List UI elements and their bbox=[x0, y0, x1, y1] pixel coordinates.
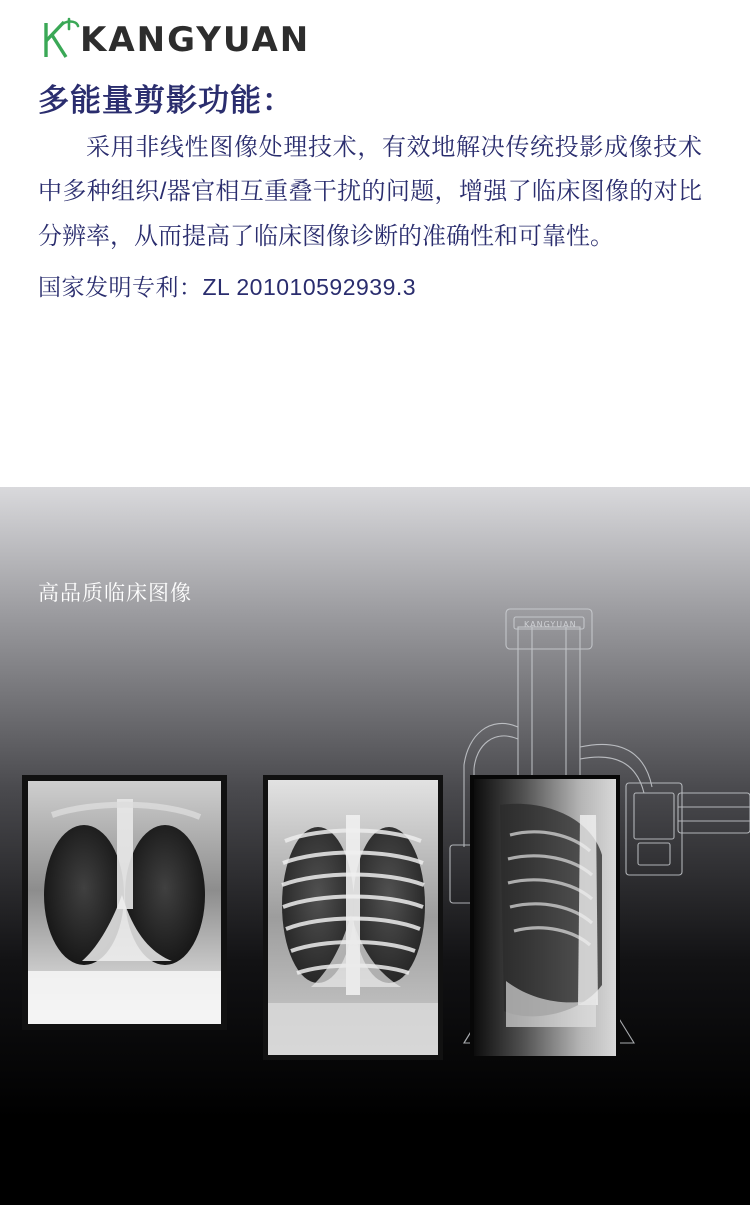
patent-number: 国家发明专利：ZL 201010592939.3 bbox=[38, 274, 417, 301]
clinical-images-panel bbox=[0, 487, 750, 1205]
xray-image-row bbox=[0, 755, 750, 1010]
intro-section bbox=[0, 75, 750, 302]
chest-xray-frontal-soft-tissue[interactable] bbox=[22, 775, 227, 1030]
svg-text:KANGYUAN: KANGYUAN bbox=[524, 620, 577, 629]
brand-name: KANGYUAN bbox=[80, 20, 311, 60]
chest-xray-lateral[interactable] bbox=[470, 775, 620, 1060]
page-title: 多能量剪影功能： bbox=[38, 83, 294, 118]
gallery-title: 高品质临床图像 bbox=[38, 582, 192, 605]
chest-xray-frontal-bone[interactable] bbox=[263, 775, 443, 1060]
brand-logo bbox=[38, 14, 310, 66]
intro-paragraph: 采用非线性图像处理技术，有效地解决传统投影成像技术中多种组织/器官相互重叠干扰的问题，增强了临床图像的对比分辨率，从而提高了临床图像诊断的准确性和可靠性。 bbox=[38, 134, 702, 250]
kangyuan-k-logo-icon bbox=[38, 17, 84, 63]
